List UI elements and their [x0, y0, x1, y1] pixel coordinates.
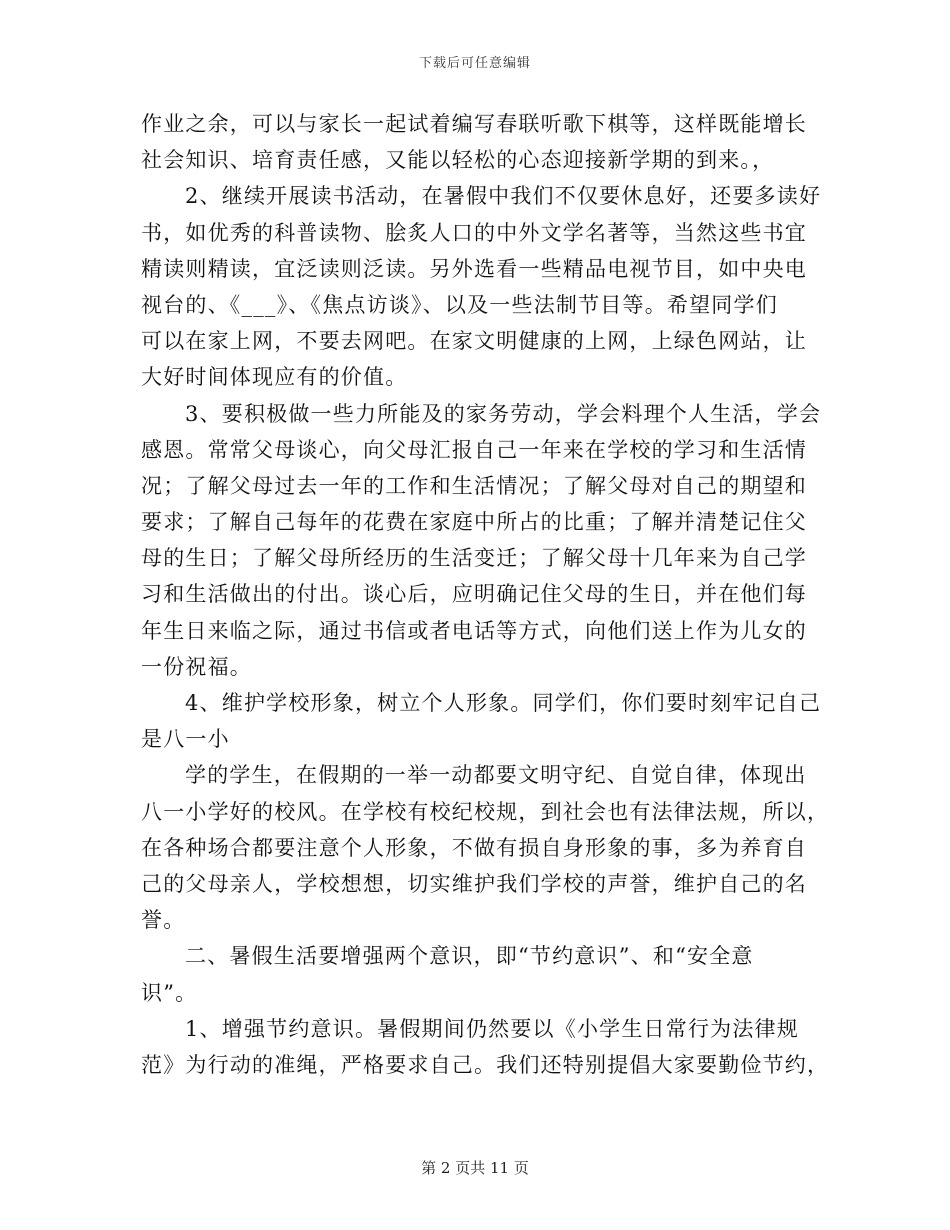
text-line: 社会知识、培育责任感，又能以轻松的心态迎接新学期的到来。，: [141, 148, 775, 173]
text-line: 学的学生，在假期的一举一动都要文明守纪、自觉自律，体现出: [185, 763, 807, 788]
page-header: 下载后可任意编辑: [418, 56, 531, 71]
text-line: 大好时间体现应有的价值。: [141, 365, 408, 390]
text-line: 4、维护学校形象，树立个人形象。同学们，你们要时刻牢记自己: [185, 691, 822, 715]
text-line: 2、继续开展读书活动，在暑假中我们不仅要休息好，还要多读好: [185, 184, 822, 209]
text-line: 誉。: [141, 908, 186, 933]
text-line: 己的父母亲人，学校想想，切实维护我们学校的声誉，维护自己的名: [141, 871, 807, 896]
text-line: 母的生日；了解父母所经历的生活变迁；了解父母十几年来为自己学: [141, 546, 807, 571]
page-number: 第 2 页共 11 页: [421, 1159, 529, 1177]
text-line: 要求；了解自己每年的花费在家庭中所占的比重；了解并清楚记住父: [141, 510, 807, 535]
text-line: 1、增强节约意识。暑假期间仍然要以《小学生日常行为法律规: [185, 1016, 799, 1041]
text-line: 视台的、《___》、《焦点访谈》、以及一些法制节目等。希望同学们: [141, 292, 778, 317]
document-body: [141, 106, 830, 1083]
text-line: 习和生活做出的付出。谈心后，应明确记住父母的生日，并在他们每: [141, 582, 807, 607]
text-line: 二、暑假生活要增强两个意识，即“节约意识”、和“安全意: [185, 944, 754, 969]
text-line: 在各种场合都要注意个人形象，不做有损自身形象的事，多为养育自: [141, 835, 807, 860]
text-line: 识”。: [141, 980, 198, 1005]
text-line: 是八一小: [141, 727, 230, 752]
text-line: 精读则精读，宜泛读则泛读。另外选看一些精品电视节目，如中央电: [141, 256, 807, 281]
text-line: 作业之余，可以与家长一起试着编写春联听歌下棋等，这样既能增长: [141, 112, 807, 136]
text-line: 八一小学好的校风。在学校有校纪校规，到社会也有法律法规，所以，: [141, 799, 830, 824]
text-line: 范》为行动的准绳，严格要求自己。我们还特别提倡大家要勤俭节约，: [141, 1052, 830, 1077]
text-line: 可以在家上网，不要去网吧。在家文明健康的上网，上绿色网站，让: [141, 329, 807, 354]
text-line: 况；了解父母过去一年的工作和生活情况；了解父母对自己的期望和: [141, 473, 807, 498]
text-line: 3、要积极做一些力所能及的家务劳动，学会料理个人生活，学会: [185, 401, 822, 426]
text-line: 年生日来临之际，通过书信或者电话等方式，向他们送上作为儿女的: [141, 618, 807, 643]
text-line: 书，如优秀的科普读物、脍炙人口的中外文学名著等，当然这些书宜: [141, 220, 807, 245]
text-line: 感恩。常常父母谈心，向父母汇报自己一年来在学校的学习和生活情: [141, 437, 807, 462]
text-line: 一份祝福。: [141, 654, 252, 679]
